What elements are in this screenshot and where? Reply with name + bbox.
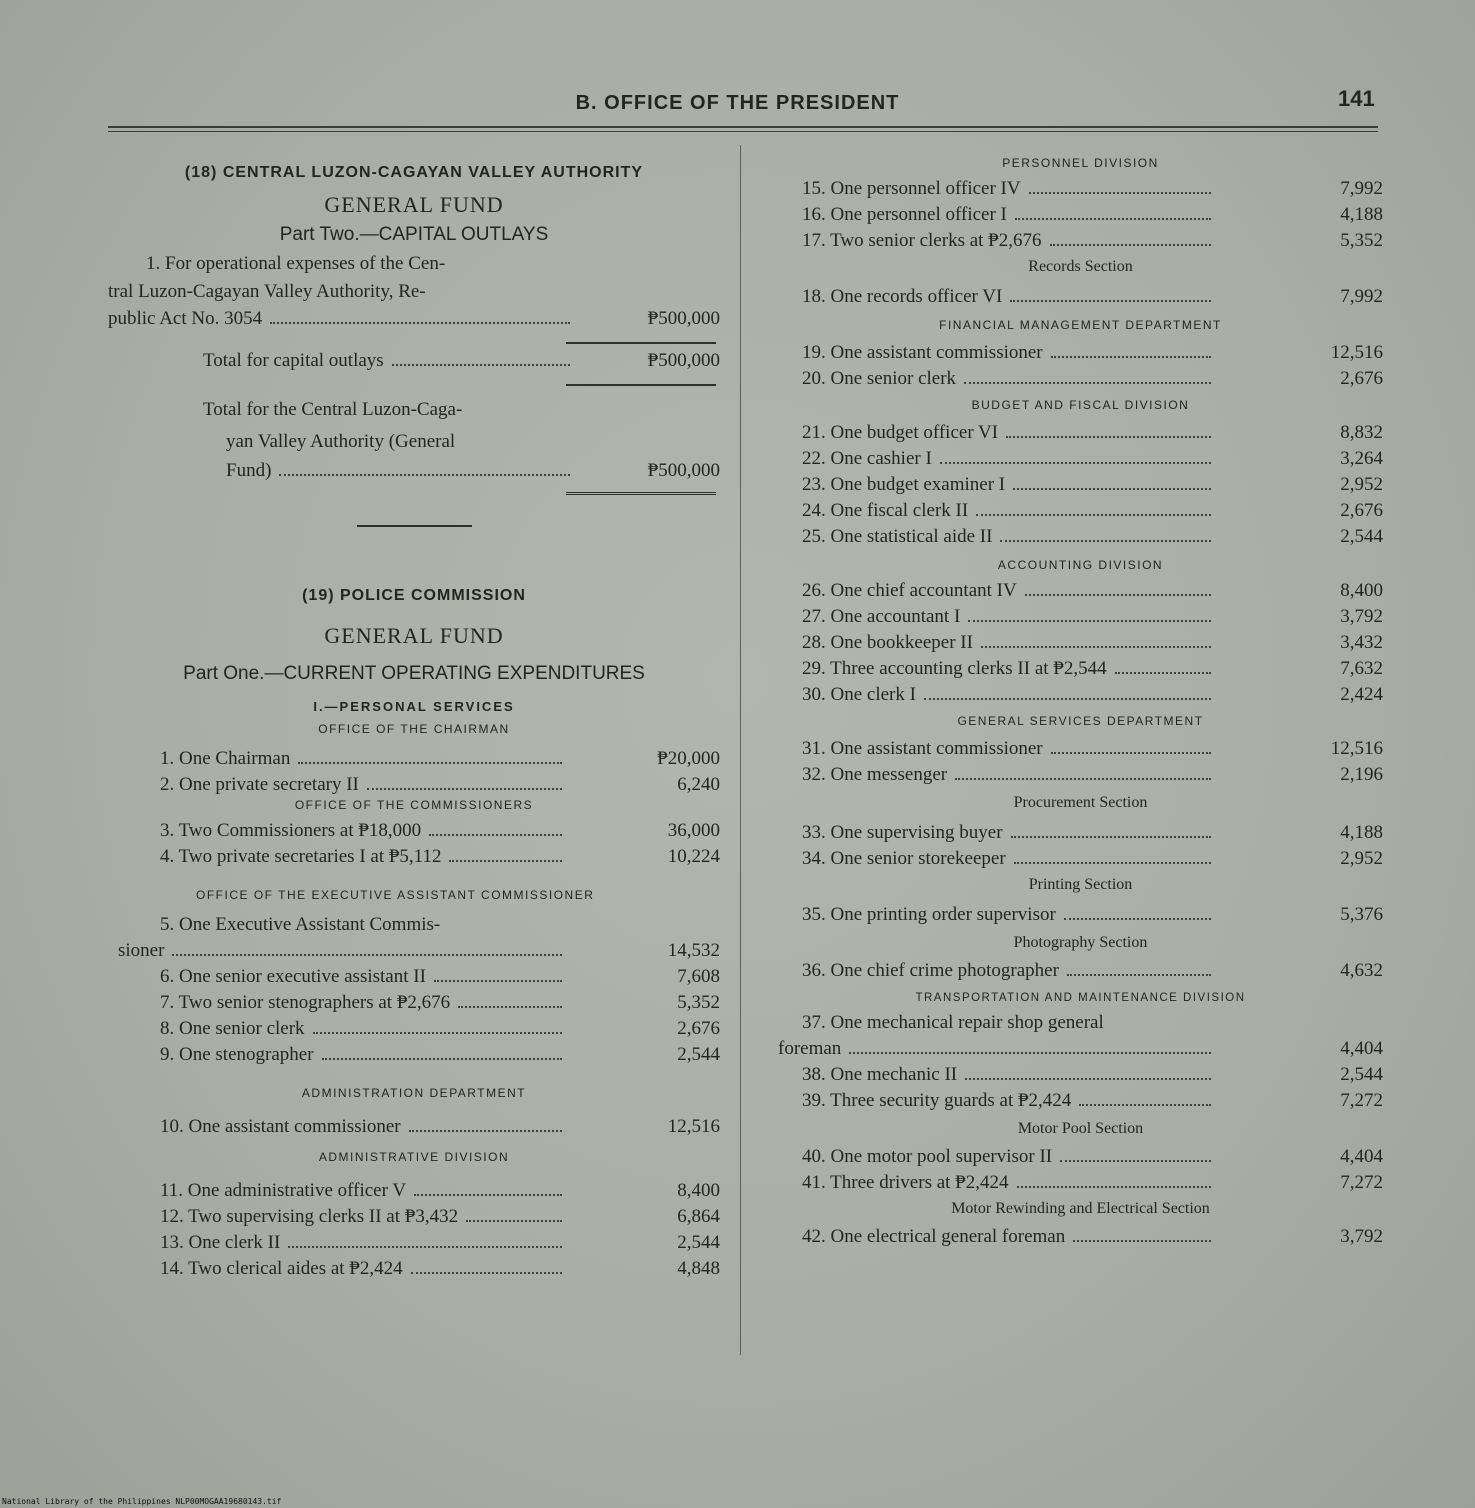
line-item (778, 1010, 1383, 1036)
accounting-items (778, 578, 1383, 708)
right-column (778, 150, 1383, 1250)
leader-dots (981, 646, 1211, 648)
item-label: 7. Two senior stenographers at ₱2,676 (160, 992, 451, 1013)
line-item (778, 630, 1383, 656)
item-amount: 12,516 (667, 1116, 720, 1137)
leader-dots (279, 474, 570, 476)
line-item (108, 1016, 720, 1042)
item-amount: 4,632 (1340, 960, 1383, 981)
line-item (778, 1144, 1383, 1170)
line-item (108, 1114, 720, 1140)
section-heading: Records Section (1028, 258, 1133, 275)
total-row (108, 348, 720, 374)
total-amount: ₱500,000 (647, 350, 720, 371)
records-items (778, 284, 1383, 310)
line-item (778, 420, 1383, 446)
item-label: 14. Two clerical aides at ₱2,424 (160, 1258, 403, 1279)
item-amount: 6,864 (677, 1206, 720, 1227)
item-amount: 4,188 (1340, 204, 1383, 225)
item-label: 11. One administrative officer V (160, 1180, 407, 1201)
item-amount: 3,432 (1340, 632, 1383, 653)
item-amount: 2,544 (1340, 1064, 1383, 1085)
fund-heading: GENERAL FUND (324, 192, 504, 217)
total-amount: ₱500,000 (647, 460, 720, 481)
page-header-title: B. OFFICE OF THE PRESIDENT (575, 92, 900, 114)
leader-dots (449, 860, 562, 862)
line-item (778, 446, 1383, 472)
chairman-items (108, 746, 720, 798)
item-amount: 7,272 (1340, 1172, 1383, 1193)
item-amount: 2,424 (1340, 684, 1383, 705)
leader-dots (1115, 672, 1211, 674)
item-label: 18. One records officer VI (802, 286, 1003, 307)
leader-dots (968, 620, 1211, 622)
item-label: 32. One messenger (802, 764, 948, 785)
item-amount: 4,404 (1340, 1038, 1383, 1059)
leader-dots (322, 1058, 562, 1060)
section-heading: Motor Rewinding and Electrical Section (951, 1200, 1210, 1217)
item-amount: 2,676 (1340, 368, 1383, 389)
leader-dots (924, 698, 1211, 700)
item-label: 35. One printing order supervisor (802, 904, 1056, 925)
leader-dots (1006, 436, 1211, 438)
left-column (108, 150, 720, 1282)
total-label: Total for capital outlays (203, 350, 384, 371)
line-item (108, 844, 720, 870)
item-amount: 4,404 (1340, 1146, 1383, 1167)
leader-dots (1017, 1186, 1212, 1188)
office-heading: OFFICE OF THE CHAIRMAN (318, 722, 510, 736)
printing-items (778, 902, 1383, 928)
leader-dots (1029, 192, 1211, 194)
item-label: 36. One chief crime photographer (802, 960, 1059, 981)
item-label: 38. One mechanic II (802, 1064, 958, 1085)
exec-items (108, 964, 720, 1068)
item-label: 21. One budget officer VI (802, 422, 999, 443)
item-amount: 5,352 (1340, 230, 1383, 251)
line-item (108, 818, 720, 844)
line-item (778, 228, 1383, 254)
leader-dots (288, 1246, 562, 1248)
leader-dots (1050, 244, 1212, 246)
section-heading: Printing Section (1028, 876, 1133, 893)
leader-dots (429, 834, 562, 836)
item-amount: 36,000 (667, 820, 720, 841)
item-amount: 3,264 (1340, 448, 1383, 469)
column-divider (740, 145, 741, 1355)
division-heading: ADMINISTRATIVE DIVISION (318, 1150, 510, 1164)
leader-dots (1013, 488, 1211, 490)
leader-dots (955, 778, 1211, 780)
leader-dots (411, 1272, 562, 1274)
item-amount: 8,832 (1340, 422, 1383, 443)
item-amount: 2,952 (1340, 474, 1383, 495)
part-heading: Part Two.—CAPITAL OUTLAYS (279, 224, 549, 245)
general-items (778, 736, 1383, 788)
leader-dots (434, 980, 562, 982)
section-heading: Photography Section (1013, 934, 1148, 951)
item-label: 24. One fiscal clerk II (802, 500, 969, 521)
total-label: Total for the Central Luzon-Caga- (203, 399, 463, 420)
leader-dots (1073, 1240, 1211, 1242)
line-item (778, 176, 1383, 202)
section-heading: Procurement Section (1013, 794, 1148, 811)
leader-dots (458, 1006, 562, 1008)
line-item (778, 958, 1383, 984)
leader-dots (965, 1078, 1211, 1080)
item-label: 30. One clerk I (802, 684, 916, 705)
part-heading: Part One.—CURRENT OPERATING EXPENDITURES (183, 663, 645, 684)
item-label: 25. One statistical aide II (802, 526, 993, 547)
archive-footer: National Library of the Philippines NLP00MOGAA19680143.tif (2, 1497, 282, 1506)
department-heading: ADMINISTRATION DEPARTMENT (301, 1086, 527, 1100)
line-item (778, 1224, 1383, 1250)
item-amount: 2,676 (677, 1018, 720, 1039)
total-line (108, 426, 720, 458)
item-label: 28. One bookkeeper II (802, 632, 973, 653)
motor-rewinding-items (778, 1224, 1383, 1250)
item-label: 31. One assistant commissioner (802, 738, 1043, 759)
item-amount: 12,516 (1330, 342, 1383, 363)
line-item (778, 1036, 1383, 1062)
department-heading: FINANCIAL MANAGEMENT DEPARTMENT (939, 318, 1222, 332)
item-amount: 7,608 (677, 966, 720, 987)
financial-items (778, 340, 1383, 392)
line-item (108, 1204, 720, 1230)
item-amount: 3,792 (1340, 1226, 1383, 1247)
total-line (108, 394, 720, 426)
admin-items (108, 1114, 720, 1140)
leader-dots (392, 364, 570, 366)
leader-dots (1079, 1104, 1211, 1106)
item-label: sioner (118, 940, 165, 961)
item-label: 33. One supervising buyer (802, 822, 1003, 843)
personnel-items (778, 176, 1383, 254)
office-heading: OFFICE OF THE EXECUTIVE ASSISTANT COMMISSIONER (196, 888, 595, 902)
item-amount: 8,400 (677, 1180, 720, 1201)
line-item (108, 912, 720, 938)
leader-dots (1011, 836, 1211, 838)
item-amount: 8,400 (1340, 580, 1383, 601)
item-amount: 2,952 (1340, 848, 1383, 869)
line-item (778, 846, 1383, 872)
line-item (108, 746, 720, 772)
line-item (108, 964, 720, 990)
line-item (778, 736, 1383, 762)
line-item (108, 938, 720, 964)
item-label: 29. Three accounting clerks II at ₱2,544 (802, 658, 1107, 679)
item-label: public Act No. 3054 (108, 308, 263, 329)
item-label: 10. One assistant commissioner (160, 1116, 401, 1137)
leader-dots (1060, 1160, 1211, 1162)
division-heading: BUDGET AND FISCAL DIVISION (971, 398, 1190, 412)
item-label: 13. One clerk II (160, 1232, 281, 1253)
item-amount: 12,516 (1330, 738, 1383, 759)
item-label: foreman (778, 1038, 842, 1059)
item-label: 42. One electrical general foreman (802, 1226, 1066, 1247)
line-item (778, 902, 1383, 928)
item-amount: 10,224 (667, 846, 720, 867)
line-item (108, 1256, 720, 1282)
division-heading: ACCOUNTING DIVISION (997, 558, 1164, 572)
item-label: 39. Three security guards at ₱2,424 (802, 1090, 1072, 1111)
budget-items (778, 420, 1383, 550)
fund-heading: GENERAL FUND (324, 623, 504, 648)
leader-dots (1067, 974, 1211, 976)
line-item (778, 524, 1383, 550)
division-heading: PERSONNEL DIVISION (1002, 156, 1159, 170)
line-item (778, 498, 1383, 524)
line-item (778, 604, 1383, 630)
item-amount: ₱500,000 (647, 308, 720, 329)
item-amount: 5,376 (1340, 904, 1383, 925)
item-label: 27. One accountant I (802, 606, 961, 627)
item-label: 2. One private secretary II (160, 774, 359, 795)
office-heading: OFFICE OF THE COMMISSIONERS (294, 798, 534, 812)
leader-dots (466, 1220, 562, 1222)
section-heading: Motor Pool Section (1017, 1120, 1144, 1137)
line-item (108, 306, 720, 332)
category-heading: I.—PERSONAL SERVICES (313, 699, 515, 714)
item-label: 23. One budget examiner I (802, 474, 1006, 495)
leader-dots (1014, 862, 1211, 864)
item-label: 1. One Chairman (160, 748, 291, 769)
line-item (778, 366, 1383, 392)
leader-dots (298, 762, 562, 764)
item-label: 8. One senior clerk (160, 1018, 305, 1039)
item-label: 34. One senior storekeeper (802, 848, 1006, 869)
line-item (778, 284, 1383, 310)
total-row (108, 458, 720, 484)
item-label: 3. Two Commissioners at ₱18,000 (160, 820, 422, 841)
line-item (778, 820, 1383, 846)
leader-dots (849, 1052, 1211, 1054)
photography-items (778, 958, 1383, 984)
line-item (778, 340, 1383, 366)
page-number: 141 (1338, 86, 1375, 111)
agency-heading: (18) CENTRAL LUZON-CAGAYAN VALLEY AUTHORITY (184, 164, 644, 181)
line-item (778, 1062, 1383, 1088)
department-heading: GENERAL SERVICES DEPARTMENT (957, 714, 1204, 728)
leader-dots (1025, 594, 1211, 596)
item-amount: 7,272 (1340, 1090, 1383, 1111)
line-item (778, 202, 1383, 228)
total-label: yan Valley Authority (General (226, 431, 456, 452)
item-amount: 6,240 (677, 774, 720, 795)
item-amount: 2,544 (677, 1232, 720, 1253)
leader-dots (414, 1194, 562, 1196)
leader-dots (1064, 918, 1211, 920)
line-item (778, 578, 1383, 604)
division-heading: TRANSPORTATION AND MAINTENANCE DIVISION (915, 992, 1246, 1004)
item-label: 16. One personnel officer I (802, 204, 1007, 225)
line-item (778, 472, 1383, 498)
leader-dots (270, 322, 570, 324)
leader-dots (409, 1130, 562, 1132)
item-label: 19. One assistant commissioner (802, 342, 1043, 363)
item-amount: 2,196 (1340, 764, 1383, 785)
item-label: 37. One mechanical repair shop general (802, 1012, 1104, 1033)
line-item (778, 682, 1383, 708)
item-line: tral Luzon-Cagayan Valley Authority, Re- (108, 281, 426, 302)
item-amount: 2,676 (1340, 500, 1383, 521)
leader-dots (172, 954, 562, 956)
commissioner-items (108, 818, 720, 870)
item-amount: 3,792 (1340, 606, 1383, 627)
line-item (778, 656, 1383, 682)
leader-dots (1051, 752, 1211, 754)
item-amount: 7,992 (1340, 178, 1383, 199)
leader-dots (1051, 356, 1211, 358)
leader-dots (367, 788, 562, 790)
agency-heading: (19) POLICE COMMISSION (302, 587, 526, 604)
item-amount: 4,848 (677, 1258, 720, 1279)
procurement-items (778, 820, 1383, 872)
item-amount: 14,532 (667, 940, 720, 961)
header-rule (108, 126, 1378, 128)
item-amount: 5,352 (677, 992, 720, 1013)
item-amount: 7,992 (1340, 286, 1383, 307)
leader-dots (1015, 218, 1211, 220)
line-item (108, 1042, 720, 1068)
item-label: 15. One personnel officer IV (802, 178, 1021, 199)
item-amount: 2,544 (1340, 526, 1383, 547)
header-rule-thin (108, 131, 1378, 132)
total-label: Fund) (226, 460, 272, 481)
item-amount: 2,544 (677, 1044, 720, 1065)
item-label: 40. One motor pool supervisor II (802, 1146, 1053, 1167)
line-item (108, 990, 720, 1016)
item-amount: 4,188 (1340, 822, 1383, 843)
line-item (778, 1170, 1383, 1196)
item-label: 9. One stenographer (160, 1044, 314, 1065)
leader-dots (940, 462, 1211, 464)
line-item (108, 1230, 720, 1256)
item-label: 26. One chief accountant IV (802, 580, 1017, 601)
item-label: 4. Two private secretaries I at ₱5,112 (160, 846, 442, 867)
leader-dots (964, 382, 1211, 384)
leader-dots (313, 1032, 562, 1034)
item-label: 20. One senior clerk (802, 368, 957, 389)
line-item (778, 762, 1383, 788)
motor-pool-items (778, 1144, 1383, 1196)
item-line: 1. For operational expenses of the Cen- (146, 253, 446, 274)
item-label: 12. Two supervising clerks II at ₱3,432 (160, 1206, 459, 1227)
item-label: 17. Two senior clerks at ₱2,676 (802, 230, 1042, 251)
line-item (108, 772, 720, 798)
leader-dots (976, 514, 1211, 516)
item-amount: ₱20,000 (657, 748, 720, 769)
transport-items (778, 1062, 1383, 1114)
item-amount: 7,632 (1340, 658, 1383, 679)
item-label: 5. One Executive Assistant Commis- (160, 914, 441, 935)
line-item (108, 1178, 720, 1204)
item-label: 41. Three drivers at ₱2,424 (802, 1172, 1009, 1193)
leader-dots (1000, 540, 1211, 542)
line-item (778, 1088, 1383, 1114)
item-label: 22. One cashier I (802, 448, 932, 469)
item-label: 6. One senior executive assistant II (160, 966, 426, 987)
leader-dots (1010, 300, 1211, 302)
admin-division-items (108, 1178, 720, 1282)
